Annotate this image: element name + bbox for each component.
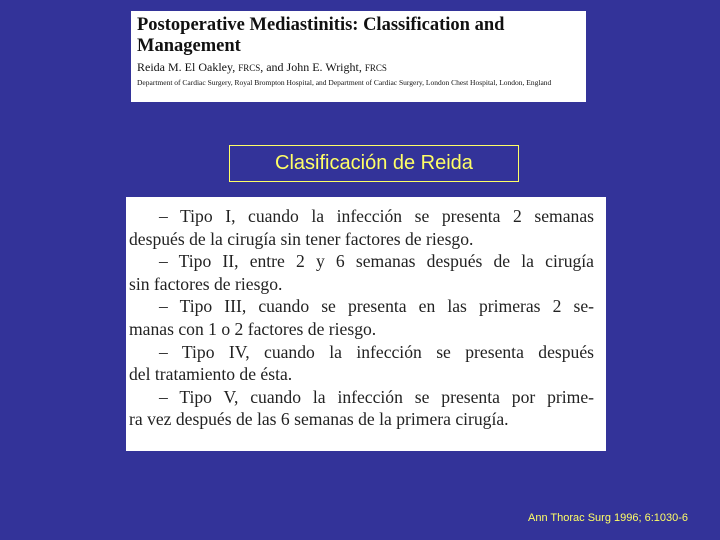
type-v-line-2: ra vez después de las 6 semanas de la primera cirugía. xyxy=(129,409,509,430)
type-iii-line-1: – Tipo III, cuando se presenta en las primeras 2 se- xyxy=(159,296,594,317)
slide-title xyxy=(229,145,519,182)
type-v-line-1: – Tipo V, cuando la infección se presenta por prime- xyxy=(159,386,594,407)
type-iv-line-1: – Tipo IV, cuando la infección se presenta después xyxy=(159,341,594,362)
citation: Ann Thorac Surg 1996; 6:1030-6 xyxy=(528,512,689,524)
type-ii-item xyxy=(129,250,594,295)
type-iii-item xyxy=(129,295,594,340)
classification-panel xyxy=(126,197,606,451)
type-ii-line-2: sin factores de riesgo. xyxy=(129,273,283,294)
type-i-line-1: – Tipo I, cuando la infección se presenta 2 semanas xyxy=(159,206,594,226)
type-iv-item xyxy=(129,341,594,386)
author-2-degree: FRCS xyxy=(364,63,387,73)
slide-title-text: Clasificación de Reida xyxy=(275,152,473,174)
type-i-item xyxy=(129,205,594,250)
paper-header xyxy=(131,11,586,102)
author-2: , and John E. Wright, xyxy=(260,60,365,74)
author-1: Reida M. El Oakley, xyxy=(137,60,239,74)
type-ii-line-1: – Tipo II, entre 2 y 6 semanas después de la cirugía xyxy=(159,251,594,272)
author-1-degree: FRCS xyxy=(238,63,261,73)
paper-title: Postoperative Mediastinitis: Classification and Management xyxy=(137,15,505,56)
type-i-line-2: después de la cirugía sin tener factores de riesgo. xyxy=(129,228,474,249)
type-v-item xyxy=(129,386,594,431)
paper-department: Department of Cardiac Surgery, Royal Brompton Hospital, and Department of Cardiac Surgery, London Chest Hospital, London, England xyxy=(137,78,552,87)
type-iv-line-2: del tratamiento de ésta. xyxy=(129,364,293,385)
type-iii-line-2: manas con 1 o 2 factores de riesgo. xyxy=(129,318,377,339)
paper-authors xyxy=(137,60,580,75)
